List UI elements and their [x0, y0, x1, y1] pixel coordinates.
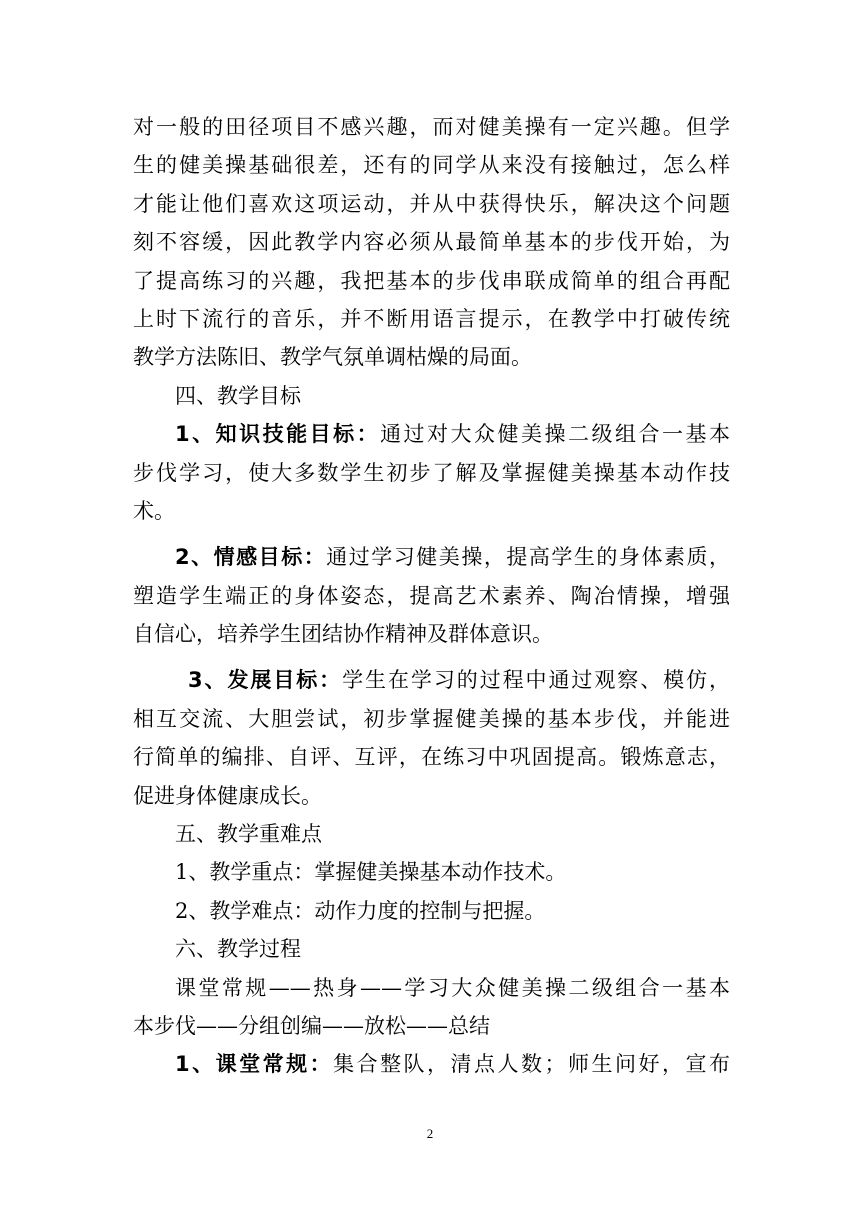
section-heading: 五、教学重难点: [175, 822, 322, 847]
goal-text: 学生在学习的过程中通过观察、模仿，: [342, 668, 730, 693]
goal-text: 通过对大众健美操二级组合一基本: [380, 422, 730, 447]
step-text: 集合整队，清点人数；师生问好，宣布: [333, 1052, 730, 1077]
goal-line: 行简单的编排、自评、互评，在练习中巩固提高。锻炼意志，: [133, 745, 730, 770]
goal-label: 1、知识技能目标：: [175, 422, 381, 447]
paragraph-line: 才能让他们喜欢这项运动，并从中获得快乐，解决这个问题: [133, 191, 730, 216]
paragraph-line: 生的健美操基础很差，还有的同学从来没有接触过，怎么样: [133, 153, 730, 178]
goal-line: [133, 538, 730, 576]
paragraph-line: 刻不容缓，因此教学内容必须从最简单基本的步伐开始，为: [133, 230, 730, 255]
process-line: 课堂常规——热身——学习大众健美操二级组合一基本: [175, 975, 730, 1000]
section-heading: 四、教学目标: [175, 383, 301, 408]
step-line: [133, 1045, 730, 1083]
paragraph-gap: [133, 653, 730, 661]
goal-line: [133, 661, 730, 699]
key-point-line: 1、教学重点：掌握健美操基本动作技术。: [175, 860, 567, 885]
goal-line: 塑造学生端正的身体姿态，提高艺术素养、陶冶情操，增强: [133, 583, 730, 608]
difficult-point-line: 2、教学难点：动作力度的控制与把握。: [175, 898, 546, 923]
paragraph-line: 对一般的田径项目不感兴趣，而对健美操有一定兴趣。但学: [133, 115, 730, 139]
document-body: [133, 108, 730, 1084]
paragraph-gap: [133, 530, 730, 538]
goal-text: 通过学习健美操，提高学生的身体素质，: [326, 545, 730, 570]
goal-line: 相互交流、大胆尝试，初步掌握健美操的基本步伐，并能进: [133, 706, 730, 731]
goal-line: 自信心，培养学生团结协作精神及群体意识。: [133, 622, 553, 647]
goal-label: 2、情感目标：: [175, 545, 327, 570]
process-line: 本步伐——分组创编——放松——总结: [133, 1013, 490, 1038]
goal-line: 术。: [133, 498, 175, 523]
section-heading: 六、教学过程: [175, 937, 301, 962]
paragraph-line: 了提高练习的兴趣，我把基本的步伐串联成简单的组合再配: [133, 268, 730, 293]
page-number: 2: [426, 1126, 434, 1141]
paragraph-line: 上时下流行的音乐，并不断用语言提示，在教学中打破传统: [133, 306, 730, 331]
goal-line: [133, 415, 730, 453]
paragraph-line: 教学方法陈旧、教学气氛单调枯燥的局面。: [133, 345, 532, 370]
step-label: 1、课堂常规：: [175, 1052, 334, 1077]
goal-label: 3、发展目标：: [188, 668, 343, 693]
goal-line: 促进身体健康成长。: [133, 783, 322, 808]
goal-line: 步伐学习，使大多数学生初步了解及掌握健美操基本动作技: [133, 460, 730, 485]
